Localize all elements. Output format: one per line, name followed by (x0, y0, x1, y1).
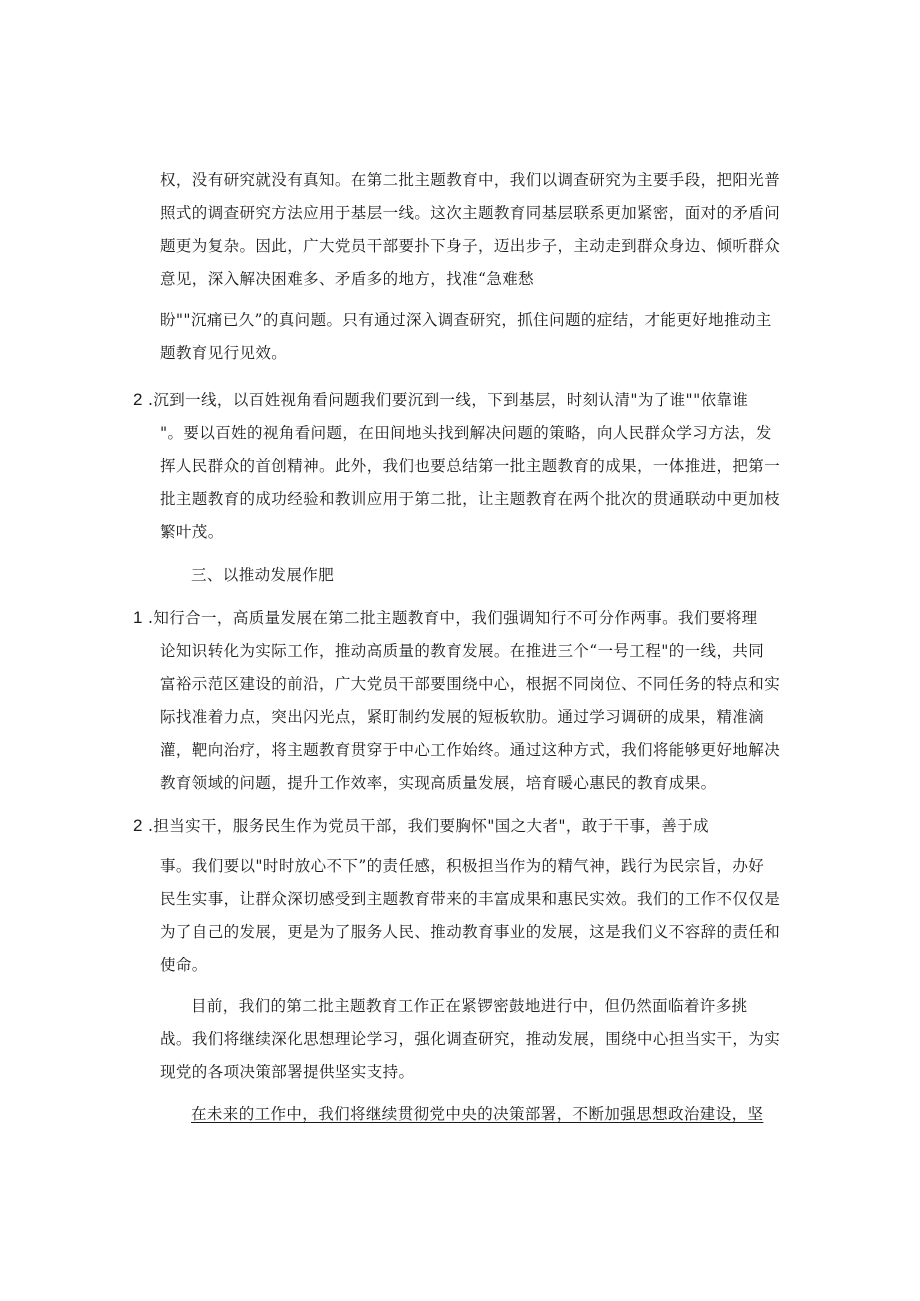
list-number: 2 (133, 390, 143, 409)
list-item-line: 为了自己的发展，更是为了服务人民、推动教育事业的发展，这是我们义不容辞的责任和 (160, 923, 781, 941)
paragraph-line: 目前，我们的第二批主题教育工作正在紧锣密鼓地进行中，但仍然面临着许多挑 (191, 997, 748, 1015)
list-item-line: 际找准着力点，突出闪光点，紧盯制约发展的短板软肋。通过学习调研的成果，精准滴 (160, 708, 765, 726)
list-item-line: 挥人民群众的首创精神。此外，我们也要总结第一批主题教育的成果，一体推进，把第一 (160, 457, 781, 475)
underlined-paragraph-line: 在未来的工作中，我们将继续贯彻党中央的决策部署，不断加强思想政治建设，坚 (191, 1105, 764, 1123)
list-item-line: 使命。 (160, 956, 208, 974)
list-item-line: .担当实干，服务民生作为党员干部，我们要胸怀"国之大者"，敢于干事，善于成 (148, 817, 709, 835)
list-item-line: "。要以百姓的视角看问题，在田间地头找到解决问题的策略，向人民群众学习方法，发 (160, 424, 772, 442)
list-number: 2 (133, 816, 143, 835)
section-heading: 三、以推动发展作肥 (191, 566, 335, 584)
list-item-line: 富裕示范区建设的前沿，广大党员干部要围绕中心，根据不同岗位、不同任务的特点和实 (160, 675, 781, 693)
list-item-line: 民生实事，让群众深切感受到主题教育带来的丰富成果和惠民实效。我们的工作不仅仅是 (160, 890, 781, 908)
list-item-line: 教育领域的问题，提升工作效率，实现高质量发展，培育暖心惠民的教育成果。 (160, 774, 717, 792)
list-number: 1 (133, 608, 143, 627)
list-item-line: .知行合一，高质量发展在第二批主题教育中，我们强调知行不可分作两事。我们要将理 (148, 609, 758, 627)
list-item-line: 论知识转化为实际工作，推动高质量的教育发展。在推进三个“一号工程"的一线，共同 (160, 642, 765, 660)
paragraph-line: 照式的调查研究方法应用于基层一线。这次主题教育同基层联系更加紧密，面对的矛盾问 (160, 204, 781, 222)
list-item-line: 事。我们要以"时时放心不下”的责任感，积极担当作为的精气神，践行为民宗旨，办好 (160, 857, 765, 875)
list-item-line: 批主题教育的成功经验和教训应用于第二批，让主题教育在两个批次的贯通联动中更加枝 (160, 490, 781, 508)
list-item-line: 繁叶茂。 (160, 523, 224, 541)
paragraph-line: 现党的各项决策部署提供坚实支持。 (160, 1063, 415, 1081)
paragraph-line: 权，没有研究就没有真知。在第二批主题教育中，我们以调查研究为主要手段，把阳光普 (160, 171, 781, 189)
paragraph-line: 战。我们将继续深化思想理论学习，强化调查研究，推动发展，围绕中心担当实干，为实 (160, 1030, 781, 1048)
paragraph-line: 盼""沉痛已久”的真问题。只有通过深入调查研究，抓住问题的症结，才能更好地推动主 (160, 311, 772, 329)
list-item-line: .沉到一线，以百姓视角看问题我们要沉到一线，下到基层，时刻认清"为了谁""依靠谁 (148, 391, 749, 409)
list-item-line: 灌，靶向治疗，将主题教育贯穿于中心工作始终。通过这种方式，我们将能够更好地解决 (160, 741, 781, 759)
paragraph-line: 题教育见行见效。 (160, 344, 288, 362)
paragraph-line: 意见，深入解决困难多、矛盾多的地方，找准“急难愁 (160, 270, 535, 288)
paragraph-line: 题更为复杂。因此，广大党员干部要扑下身子，迈出步子，主动走到群众身边、倾听群众 (160, 237, 781, 255)
